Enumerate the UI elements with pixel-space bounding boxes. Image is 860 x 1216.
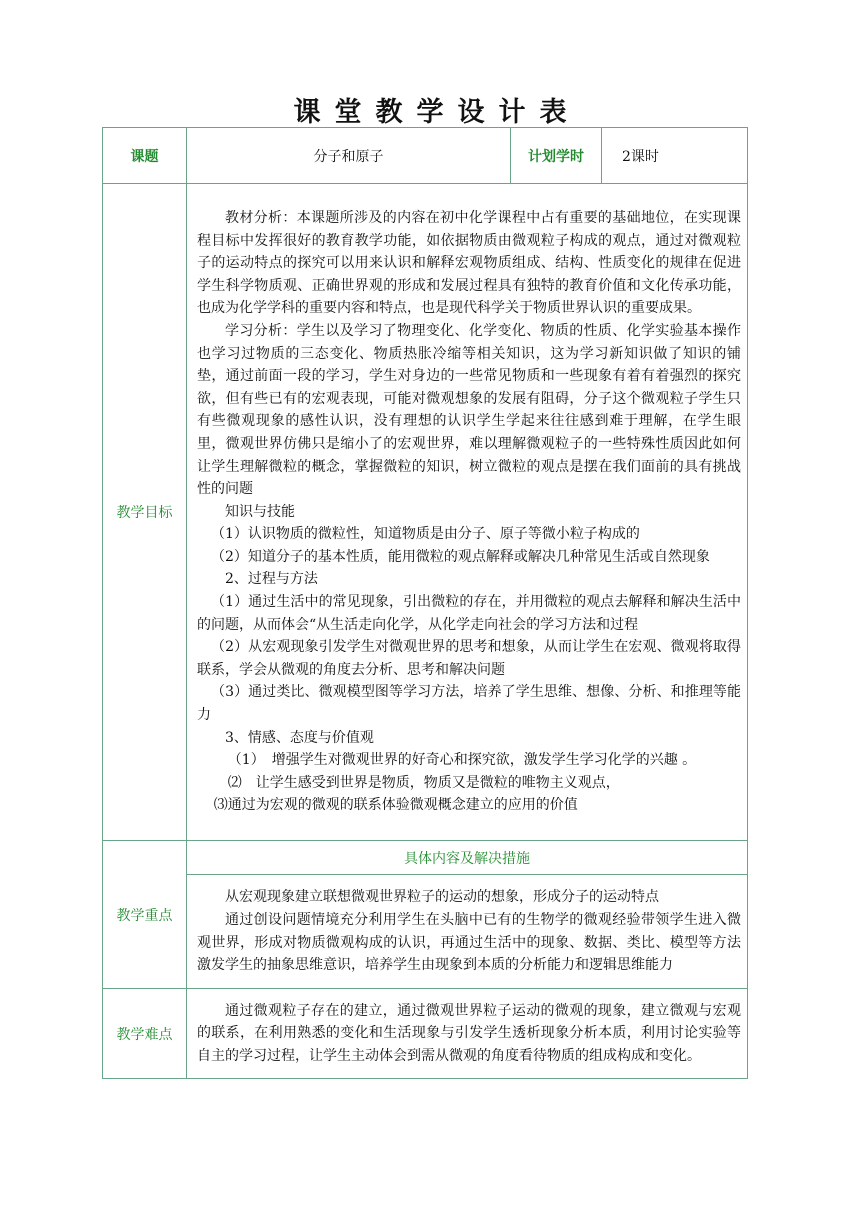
objectives-row [103, 184, 748, 841]
objectives-paragraph: （2）知道分子的基本性质，能用微粒的观点解释或解决几种常见生活或自然现象 [211, 548, 710, 565]
key-points-paragraph: 从宏观现象建立联想微观世界粒子的运动的想象，形成分子的运动特点 [225, 889, 659, 906]
objectives-paragraph: 3、情感、态度与价值观 [225, 729, 374, 746]
difficulties-label: 教学难点 [103, 989, 187, 1079]
key-points-content [187, 875, 748, 989]
difficulties-content [187, 989, 748, 1079]
objectives-content [187, 184, 748, 841]
objectives-paragraph: （1）通过生活中的常见现象，引出微粒的存在，并用微粒的观点去解释和解决生活中的问题，从而体会“从生活走向化学，从化学走向社会的学习方法和过程 [197, 594, 741, 633]
objectives-paragraph: 学习分析：学生以及学习了物理变化、化学变化、物质的性质、化学实验基本操作也学习过物质的三态变化、物质热胀冷缩等相关知识，这为学习新知识做了知识的铺垫，通过前面一段的学习，学生对身边的一些常见物质和一些现象有着有着强烈的探究欲，但有些已有的宏观表现，可能对微观想象的发展有阻碍，分子这个微观粒子学生只有些微观现象的感性认识，没有理想的认识学生学起来往往感到难于理解，在学生眼里，微观世界仿佛只是缩小了的宏观世界，难以理解微观粒子的一些特殊性质因此如何让学生理解微粒的概念，掌握微粒的知识，树立微粒的观点是摆在我们面前的具有挑战性的问题 [197, 322, 741, 498]
topic-label: 课题 [103, 128, 187, 184]
key-points-label: 教学重点 [103, 841, 187, 989]
objectives-paragraph: ⑶通过为宏观的微观的联系体验微观概念建立的应用的价值 [213, 797, 578, 814]
objectives-paragraph: 教材分析：本课题所涉及的内容在初中化学课程中占有重要的基础地位，在实现课程目标中发挥很好的教育教学功能，如依据物质由微观粒子构成的观点，通过对微观粒子的运动特点的探究可以用来认识和解释宏观物质组成、结构、性质变化的规律在促进学生科学物质观、正确世界观的形成和发展过程具有独特的教育价值和文化传承功能，也成为化学学科的重要内容和特点，也是现代科学关于物质世界认识的重要成果。 [197, 209, 741, 317]
objectives-paragraph: 2、过程与方法 [225, 571, 318, 588]
objectives-paragraph: ⑵ 让学生感受到世界是物质，物质又是微粒的唯物主义观点， [227, 774, 620, 791]
hours-label: 计划学时 [511, 128, 602, 184]
header-row [103, 128, 748, 184]
objectives-paragraph: （2）从宏观现象引发学生对微观世界的思考和想象，从而让学生在宏观、微观将取得联系，学会从微观的角度去分析、思考和解决问题 [197, 639, 741, 678]
key-points-paragraph: 通过创设问题情境充分利用学生在头脑中已有的生物学的微观经验带领学生进入微观世界，形成对物质微观构成的认识，再通过生活中的现象、数据、类比、模型等方法激发学生的抽象思维意识，培养学生由现象到本质的分析能力和逻辑思维能力 [197, 911, 741, 974]
difficulties-paragraph: 通过微观粒子存在的建立，通过微观世界粒子运动的微观的现象，建立微观与宏观的联系，在利用熟悉的变化和生活现象与引发学生透析现象分析本质，利用讨论实验等自主的学习过程，让学生主动体会到需从微观的角度看待物质的组成构成和变化。 [197, 1002, 741, 1064]
difficulties-row [103, 989, 748, 1079]
measures-header: 具体内容及解决措施 [187, 841, 748, 875]
key-points-row [103, 875, 748, 989]
document-title: 课堂教学设计表 [293, 97, 581, 128]
lesson-design-table [102, 127, 748, 1079]
objectives-label: 教学目标 [103, 184, 187, 841]
topic-value: 分子和原子 [187, 128, 511, 184]
objectives-paragraph: （1）认识物质的微粒性，知道物质是由分子、原子等微小粒子构成的 [211, 526, 640, 543]
objectives-paragraph: 知识与技能 [225, 503, 295, 520]
measures-header-row [103, 841, 748, 875]
hours-value: 2课时 [602, 128, 748, 184]
objectives-paragraph: （1） 增强学生对微观世界的好奇心和探究欲，激发学生学习化学的兴趣 。 [227, 752, 697, 769]
objectives-paragraph: （3）通过类比、微观模型图等学习方法，培养了学生思维、想像、分析、和推理等能力 [197, 684, 741, 724]
